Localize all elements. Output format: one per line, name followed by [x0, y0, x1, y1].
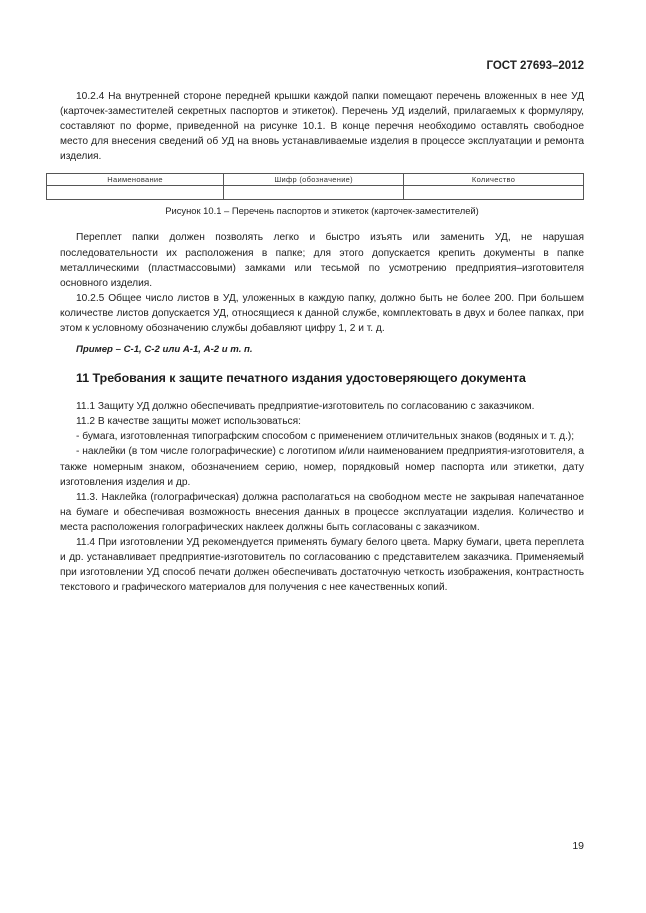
section-11-title: 11 Требования к защите печатного издания удостоверяющего документа: [76, 371, 526, 386]
paragraph-11-3: 11.3. Наклейка (голографическая) должна располагаться на свободном месте не закрывая напечатанное на бумаге и обеспечивая возможность внесения данных в процессе эксплуатации изделия. Количество и места расположения голографических наклеек должны быть согласованы с заказчиком.: [60, 491, 584, 533]
table-header-code: Шифр (обозначение): [224, 174, 404, 186]
paragraph-11-2-item-b: - наклейки (в том числе голографические) с логотипом и/или наименованием предприятия-изготовителя, а также номерным знаком, обозначением серию, номер, порядковый номер паспорта или этикетки, дату изготовления изделия и др.: [60, 446, 584, 488]
table-cell: [404, 186, 584, 200]
table-cell: [224, 186, 404, 200]
paragraph-11-4: 11.4 При изготовлении УД рекомендуется применять бумагу белого цвета. Марку бумаги, цвета переплета и др. устанавливает предприятие-изготовитель по согласованию с представителем заказчика. Применяемый при изготовлении УД способ печати должен обеспечивать достаточную четкость изображения, контрастность текстового и графического материалов для получения с нее качественных копий.: [60, 536, 584, 594]
table-header-quantity: Количество: [404, 174, 584, 186]
table-cell: [47, 186, 224, 200]
document-code-header: ГОСТ 27693–2012: [486, 60, 584, 72]
paragraph-10-2-5: 10.2.5 Общее число листов в УД, уложенных в каждую папку, должно быть не более 200. При большем количестве листов допускается УД, относящиеся к данной службе, комплектовать в двух и более папках, при этом к условному обозначению службы добавляют цифру 1, 2 и т. д.: [60, 292, 584, 335]
paragraph-10-2-4: 10.2.4 На внутренней стороне передней крышки каждой папки помещают перечень вложенных в нее УД (карточек-заместителей секретных паспортов и этикеток). Перечень УД изделий, прилагаемых к формуляру, составляют по форме, приведенной на рисунке 10.1. В конце перечня необходимо оставлять свободное место для внесения сведений об УД на вновь устанавливаемые изделия в процессе эксплуатации и ремонта изделия.: [60, 91, 584, 163]
paragraph-11-1: 11.1 Защиту УД должно обеспечивать предприятие-изготовитель по согласованию с заказчиком.: [76, 401, 535, 413]
paragraph-11-2-item-a: - бумага, изготовленная типографским способом с применением отличительных знаков (водяных и т. д.);: [76, 431, 575, 443]
page-content: [60, 89, 584, 595]
table-header-name: Наименование: [47, 174, 224, 186]
paragraph-11-2: 11.2 В качестве защиты может использоваться:: [76, 416, 301, 428]
example-note: Пример – С-1, С-2 или А-1, А-2 и т. п.: [76, 344, 253, 356]
table-row: [47, 186, 584, 200]
figure-caption: Рисунок 10.1 – Перечень паспортов и этикеток (карточек-заместителей): [165, 205, 479, 217]
paragraph-binding: Переплет папки должен позволять легко и быстро изъять или заменить УД, не нарушая последовательности их расположения в папке; для этого допускается крепить документы в папке металлическими (пластмассовыми) замками или тесьмой по усмотрению предприятия–изготовителя основного изделия.: [60, 232, 584, 289]
documents-list-table: [46, 173, 584, 200]
table-header-row: [47, 174, 584, 186]
page-number: 19: [572, 840, 584, 852]
